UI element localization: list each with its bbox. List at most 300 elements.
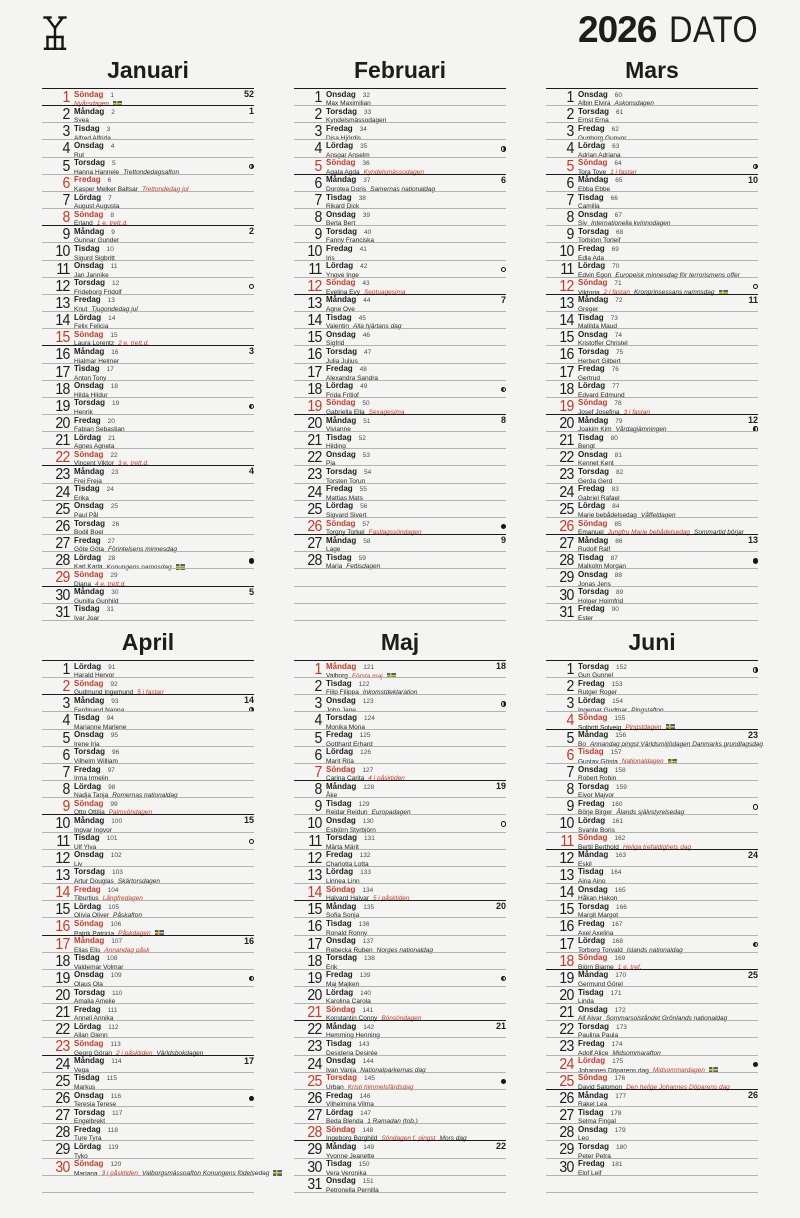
name-day: Kennet Kent: [578, 460, 614, 468]
day-row-maj-3: [294, 694, 506, 714]
day-main: [74, 1004, 254, 1023]
weekday-label: Söndag: [326, 884, 356, 894]
date-number: 8: [62, 781, 70, 799]
name-day: Harald Hervor: [74, 672, 115, 680]
day-right: [753, 159, 759, 170]
day-line1: [74, 1023, 254, 1032]
name-day: David Salomon: [578, 1083, 623, 1091]
day-main: [74, 901, 254, 920]
day-line1: [578, 125, 758, 134]
day-of-year: 104: [107, 886, 119, 894]
day-row-februari-26: [294, 517, 506, 537]
day-line1: [326, 314, 506, 323]
day-of-year: 66: [610, 194, 618, 202]
day-of-year: 18: [110, 383, 119, 391]
name-day: Marianne Marlene: [74, 723, 127, 731]
day-main: [578, 798, 758, 817]
day-line1: [578, 1143, 758, 1152]
date-number: 27: [307, 1107, 322, 1125]
day-main: [578, 833, 758, 849]
day-row-maj-8: [294, 780, 506, 800]
day-right: [249, 467, 254, 476]
weekday-label: Måndag: [74, 936, 105, 946]
holiday-note: Nationaldagen: [621, 758, 664, 766]
date-number: 29: [559, 1141, 574, 1159]
day-row-februari-25: [294, 500, 506, 517]
day-main: [74, 604, 254, 620]
date-number: 12: [559, 849, 574, 867]
day-row-februari-13: [294, 294, 506, 314]
day-of-year: 8: [110, 211, 114, 219]
day-of-year: 52: [358, 434, 366, 442]
date-number: 13: [307, 866, 322, 884]
day-line1: [74, 605, 254, 614]
name-day: Tora Tove: [578, 168, 607, 176]
name-day: Bengt: [578, 443, 595, 451]
day-of-year: 11: [110, 263, 118, 271]
day-row-juni-12: [546, 849, 758, 866]
day-of-year: 147: [360, 1109, 371, 1117]
name-day: Sigurd Sigbritt: [74, 254, 115, 262]
day-of-year: 98: [108, 783, 116, 791]
weekday-label: Söndag: [74, 89, 104, 99]
name-day: Dorotea Doris: [326, 185, 367, 193]
day-line1: [326, 731, 506, 740]
name-day: Adrian Adriana: [578, 151, 621, 159]
day-main: [326, 501, 506, 517]
date-number: 21: [307, 1004, 322, 1022]
day-line1: [578, 434, 758, 443]
day-main: [578, 730, 764, 748]
weekday-label: Tisdag: [74, 604, 100, 614]
day-line1: [74, 1160, 254, 1169]
day-main: [326, 1159, 506, 1175]
name-day: Tiburtius: [74, 895, 99, 903]
name-day: Irene Irja: [74, 740, 100, 748]
day-line1: [326, 937, 506, 946]
day-of-year: 60: [614, 91, 623, 99]
day-right: [753, 553, 759, 564]
weekday-label: Tisdag: [74, 713, 100, 723]
day-line1: [326, 1057, 506, 1066]
day-main: [74, 695, 254, 714]
name-day: Gustav Gösta: [578, 758, 618, 766]
day-main: [326, 466, 506, 485]
date-number: 11: [56, 832, 70, 850]
weekday-label: Måndag: [326, 175, 357, 185]
day-row-februari-1: [294, 88, 506, 108]
weekday-label: Onsdag: [326, 936, 356, 946]
day-row-januari-17: [42, 363, 254, 380]
weekday-label: Måndag: [74, 106, 105, 116]
day-right: [501, 416, 506, 425]
date-number: 15: [307, 901, 322, 919]
day-row-januari-6: [42, 174, 254, 191]
day-row-maj-1: [294, 660, 506, 680]
day-main: [326, 1038, 506, 1057]
year-label: 2026: [578, 9, 657, 50]
day-line1: [74, 91, 254, 100]
day-row-juni-18: [546, 952, 758, 969]
day-of-year: 161: [612, 818, 623, 825]
day-of-year: 101: [106, 835, 118, 843]
day-right: [753, 937, 759, 948]
date-number: 29: [559, 569, 574, 587]
weekday-label: Fredag: [578, 484, 605, 494]
day-of-year: 151: [362, 1178, 374, 1186]
moon-full-icon: [249, 839, 255, 845]
date-number: 15: [559, 329, 574, 347]
day-row-maj-19: [294, 969, 506, 986]
date-number: 12: [307, 277, 322, 295]
day-of-year: 138: [363, 955, 375, 963]
name-day: Anton Tony: [74, 374, 107, 382]
day-of-year: 14: [108, 314, 116, 322]
weekday-label: Lördag: [74, 901, 102, 911]
day-of-year: 85: [614, 520, 622, 528]
day-row-april-20: [42, 986, 254, 1006]
name-day: Rikard Dick: [326, 203, 360, 211]
day-row-februari-3: [294, 122, 506, 142]
date-number: 24: [559, 483, 574, 501]
day-main: [74, 89, 254, 108]
weekday-label: Torsdag: [578, 346, 609, 356]
date-number: 6: [314, 746, 322, 764]
date-number: 4: [566, 712, 574, 730]
weekday-label: Tisdag: [326, 1159, 352, 1169]
day-row-januari-9: [42, 225, 254, 245]
date-number: 27: [307, 535, 322, 553]
weekday-label: Fredag: [74, 1124, 101, 1134]
day-right: [249, 553, 255, 564]
date-number: 27: [55, 1107, 70, 1125]
day-of-year: 114: [111, 1058, 122, 1066]
day-main: [74, 850, 254, 866]
name-day: Gertrud: [578, 374, 601, 382]
weekday-label: Fredag: [326, 244, 353, 253]
date-number: 22: [559, 1021, 574, 1039]
date-number: 13: [55, 866, 70, 884]
day-main: [74, 798, 254, 817]
holiday-note: Första maj: [351, 672, 383, 680]
day-line1: [326, 920, 506, 929]
day-line1: [326, 663, 506, 672]
day-row-juni-13: [546, 866, 758, 886]
date-number: 28: [55, 552, 70, 570]
day-row-mars-1: [546, 88, 758, 108]
day-line1: [326, 834, 506, 843]
holiday-note: Den helige Johannes Döparens dag: [626, 1083, 730, 1091]
date-number: 2: [62, 106, 70, 124]
moon-new-icon: [249, 1096, 255, 1102]
day-of-year: 78: [614, 400, 622, 408]
name-day: Henrik: [74, 409, 93, 416]
day-row-maj-5: [294, 729, 506, 746]
day-row-juni-3: [546, 694, 758, 714]
day-right: [501, 696, 507, 707]
day-main: [74, 123, 254, 142]
date-number: 21: [307, 432, 322, 450]
day-main: [74, 936, 254, 952]
date-number: 12: [55, 277, 70, 295]
date-number: 29: [307, 1141, 322, 1159]
day-row-mars-20: [546, 414, 758, 434]
day-line1: [74, 1109, 254, 1118]
day-line1: [578, 314, 758, 323]
day-of-year: 56: [360, 503, 368, 511]
day-main: [326, 850, 506, 866]
day-line1: [326, 817, 506, 826]
day-right: [748, 851, 758, 860]
moon-lq-icon: [753, 942, 759, 948]
date-number: 26: [559, 1089, 574, 1107]
holiday-note: 4 i påsktiden: [368, 775, 405, 783]
name-day: Edvard Edmund: [578, 391, 625, 399]
day-main: [326, 747, 506, 763]
day-of-year: 120: [110, 1161, 122, 1169]
day-row-juni-6: [546, 746, 758, 766]
name-day: Frida Fritiof: [326, 391, 359, 399]
day-right: [501, 1074, 507, 1085]
date-number: 28: [307, 1124, 322, 1142]
date-number: 30: [559, 586, 574, 604]
holiday-note: Påskdagen: [118, 930, 151, 938]
holiday-note: 1 e. trett.d.: [96, 220, 128, 228]
day-of-year: 113: [110, 1041, 121, 1049]
date-number: 5: [62, 157, 70, 175]
day-of-year: 137: [362, 938, 374, 946]
name-day: Siv: [578, 220, 588, 228]
name-day: Evelina Evy: [326, 288, 360, 296]
day-of-year: 122: [358, 680, 370, 688]
weekday-label: Lördag: [326, 987, 354, 997]
weekday-label: Torsdag: [326, 1073, 357, 1083]
name-day: Ronald Ronny: [326, 929, 368, 937]
day-row-juni-9: [546, 797, 758, 817]
date-number: 14: [55, 884, 70, 902]
day-main: [578, 867, 758, 886]
day-line1: [74, 502, 254, 511]
weekday-label: Tisdag: [578, 432, 604, 442]
day-right: [748, 416, 758, 432]
date-number: 11: [308, 260, 322, 278]
day-main: [74, 867, 254, 886]
moon-fq-icon: [753, 667, 759, 673]
weekday-label: Fredag: [74, 415, 101, 425]
name-day: Jonas Jens: [578, 580, 611, 588]
name-day: Rudolf Ralf: [578, 546, 611, 554]
name-day: Olaus Ola: [74, 981, 103, 988]
rune-staff-logo-icon: [40, 14, 70, 57]
day-main: [326, 398, 506, 414]
day-right: [249, 159, 255, 170]
date-number: 28: [55, 1124, 70, 1142]
weekday-label: Tisdag: [578, 192, 604, 202]
name-day: Erland: [74, 220, 93, 228]
day-main: [326, 243, 506, 262]
week-number: 52: [243, 89, 254, 99]
day-line1: [74, 537, 254, 546]
day-line1: [326, 331, 506, 340]
day-row-mars-2: [546, 105, 758, 125]
date-number: 5: [566, 729, 574, 747]
day-of-year: 19: [111, 400, 120, 408]
day-main: [74, 106, 254, 125]
name-day: Jan Jannike: [74, 271, 109, 279]
weekday-label: Måndag: [74, 346, 105, 356]
day-of-year: 46: [362, 331, 371, 339]
day-row-januari-23: [42, 465, 254, 485]
name-day: Agne Ove: [326, 306, 355, 314]
day-of-year: 25: [110, 503, 119, 511]
day-line1: [578, 783, 758, 792]
day-line1: [326, 714, 506, 723]
name-day: Valborg: [326, 672, 348, 680]
day-main: [578, 123, 758, 142]
day-main: [578, 901, 758, 920]
weekday-label: Tisdag: [326, 1039, 352, 1049]
day-line1: [74, 588, 254, 597]
date-number: 16: [307, 346, 322, 364]
weekday-label: Söndag: [326, 518, 356, 528]
day-main: [74, 432, 254, 451]
day-main: [74, 364, 254, 380]
weekday-label: Söndag: [578, 953, 608, 963]
observance-note: Europadagen: [371, 809, 411, 817]
date-number: 10: [307, 243, 322, 261]
day-line1: [326, 1040, 506, 1049]
day-right: [501, 296, 506, 305]
name-day: Frideborg Fridolf: [74, 288, 122, 296]
day-line1: [326, 365, 506, 374]
day-of-year: 1: [110, 91, 114, 99]
day-line1: [326, 1023, 506, 1032]
date-number: 17: [307, 363, 322, 381]
day-row-maj-21: [294, 1003, 506, 1023]
weekday-label: Tisdag: [326, 798, 352, 808]
day-row-april-3: [42, 694, 254, 714]
day-line1: [326, 1074, 506, 1083]
day-of-year: 107: [111, 938, 123, 946]
holiday-note: Söndagen f. pingst: [381, 1135, 436, 1143]
day-main: [578, 1056, 758, 1075]
day-of-year: 15: [110, 331, 118, 339]
date-number: 29: [55, 569, 70, 587]
date-number: 9: [62, 226, 70, 244]
day-line1: [326, 194, 506, 203]
weekday-label: Fredag: [578, 244, 605, 253]
observance-note: Förintelsens minnesdag: [108, 546, 178, 554]
date-number: 24: [307, 1055, 322, 1073]
date-number: 3: [62, 695, 70, 713]
day-row-april-11: [42, 832, 254, 849]
day-line1: [578, 91, 758, 100]
day-main: [74, 884, 254, 903]
moon-fq-icon: [753, 164, 759, 170]
day-line1: [578, 886, 758, 895]
month-april: [42, 628, 270, 1193]
day-line1: [578, 554, 758, 563]
name-day: Edvin Egon: [578, 271, 612, 279]
day-of-year: 53: [362, 451, 371, 459]
day-line1: [578, 142, 758, 151]
date-number: 8: [566, 209, 574, 227]
day-line1: [326, 262, 506, 271]
weekday-label: Torsdag: [326, 833, 357, 843]
day-line1: [74, 1057, 254, 1066]
day-of-year: 28: [108, 554, 116, 562]
day-line1: [578, 714, 758, 723]
day-line1: [578, 537, 758, 546]
weekday-label: Onsdag: [578, 764, 608, 774]
weekday-label: Tisdag: [578, 747, 604, 757]
day-row-april-5: [42, 729, 254, 746]
day-row-april-12: [42, 849, 254, 866]
day-line1: [578, 262, 758, 271]
day-main: [578, 1038, 758, 1057]
day-row-februari-2: [294, 105, 506, 125]
name-day: Herbert Gilbert: [578, 357, 621, 365]
month-juni: [546, 628, 764, 1193]
name-day: Rakel Lea: [578, 1101, 608, 1109]
day-of-year: 20: [107, 417, 115, 425]
moon-lq-icon: [249, 976, 255, 982]
day-main: [578, 192, 758, 211]
weekday-label: Tisdag: [578, 552, 604, 562]
day-row-januari-1: [42, 88, 254, 108]
day-of-year: 72: [615, 297, 623, 305]
weekday-label: Onsdag: [74, 1090, 104, 1100]
date-number: 26: [55, 517, 70, 535]
weekday-label: Onsdag: [74, 381, 104, 391]
day-main: [326, 901, 506, 920]
name-day: Gudmund Ingemund: [74, 689, 134, 697]
day-row-juni-21: [546, 1003, 758, 1023]
day-of-year: 166: [615, 903, 627, 911]
date-number: 25: [307, 1072, 322, 1090]
weekday-label: Fredag: [578, 604, 605, 614]
day-row-mars-31: [546, 603, 758, 620]
weekday-label: Fredag: [326, 484, 353, 494]
day-main: [578, 158, 758, 174]
day-line1: [326, 279, 506, 288]
weekday-label: Torsdag: [578, 226, 609, 236]
name-day: Paul Pål: [74, 511, 99, 519]
day-line1: [578, 1023, 758, 1032]
month-title: Juni: [628, 629, 676, 655]
weekday-label: Söndag: [326, 278, 356, 288]
day-of-year: 156: [615, 732, 627, 740]
day-main: [326, 1107, 506, 1126]
day-main: [74, 764, 254, 783]
day-line1: [326, 125, 506, 134]
name-day: Linnea Linn: [326, 878, 360, 886]
weekday-label: Torsdag: [74, 278, 105, 288]
name-day: Ingemar Gudmar: [578, 706, 628, 714]
date-number: 11: [560, 832, 574, 850]
name-day: Camilla: [578, 203, 600, 211]
date-number: 7: [566, 763, 574, 781]
weekday-label: Tisdag: [578, 312, 604, 322]
day-main: [326, 936, 506, 952]
day-right: [748, 731, 758, 740]
weekday-label: Tisdag: [326, 678, 352, 688]
day-row-mars-22: [546, 448, 758, 468]
weekday-label: Torsdag: [326, 106, 357, 116]
day-main: [74, 552, 254, 571]
day-of-year: 149: [363, 1143, 375, 1151]
date-number: 16: [559, 346, 574, 364]
